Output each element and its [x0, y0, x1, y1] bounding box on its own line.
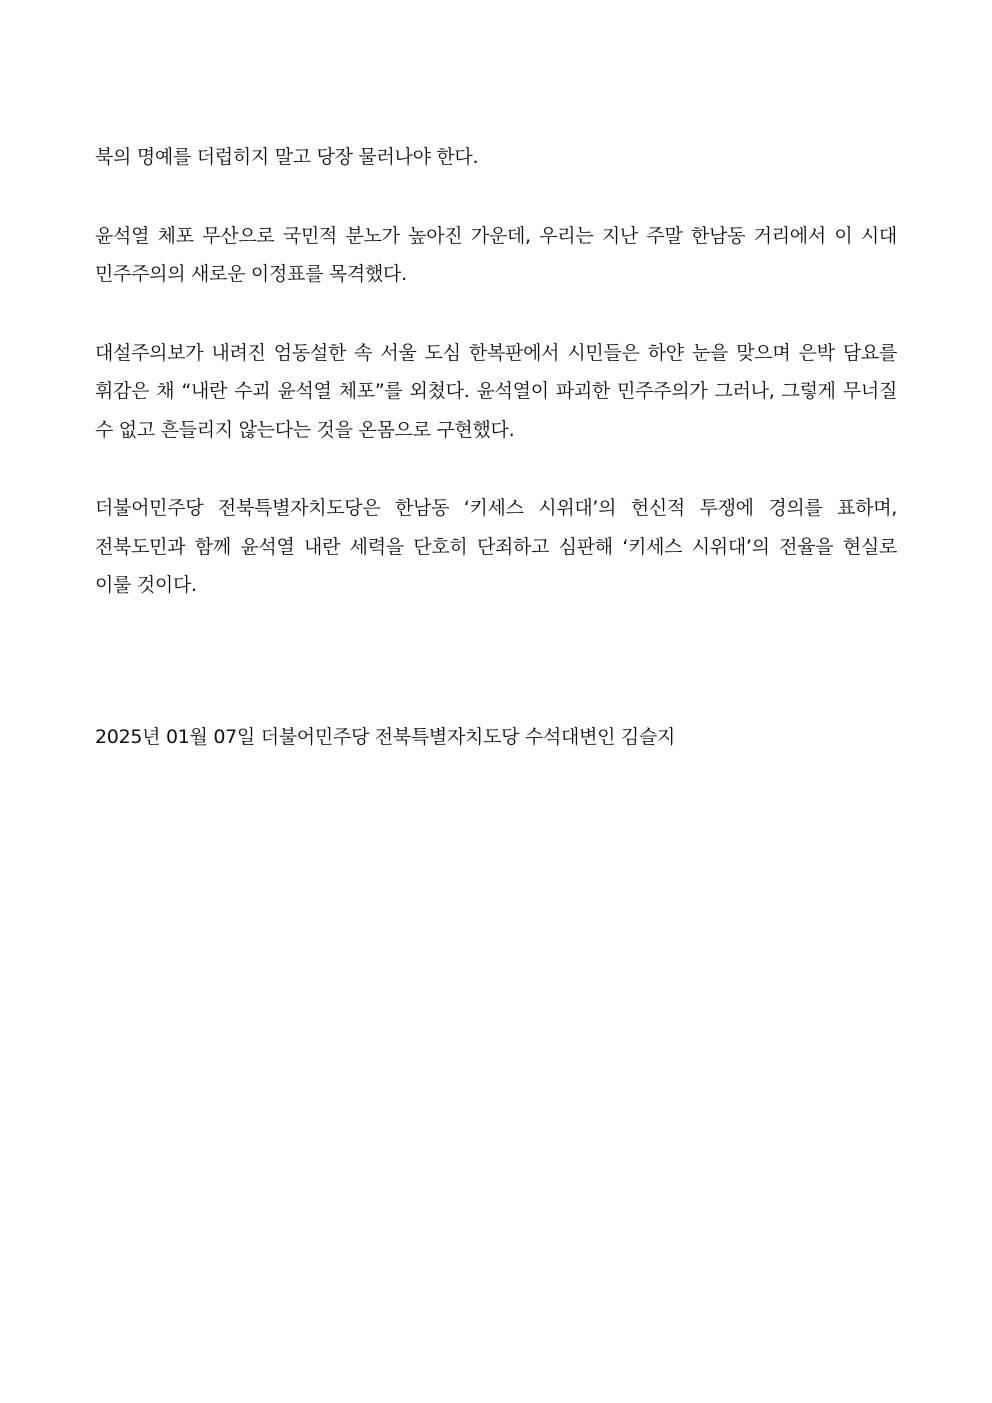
paragraph-2: 윤석열 체포 무산으로 국민적 분노가 높아진 가운데, 우리는 지난 주말 한남동 거리에서 이 시대 민주주의의 새로운 이정표를 목격했다.	[95, 224, 897, 285]
paragraph-4: 더불어민주당 전북특별자치도당은 한남동 ‘키세스 시위대’의 헌신적 투쟁에 경의를 표하며, 전북도민과 함께 윤석열 내란 세력을 단호히 단죄하고 심판해 ‘키세스 시위대’의 전율을 현실로 이룰 것이다.	[95, 497, 897, 596]
statement-body	[95, 138, 897, 605]
signature-line: 2025년 01월 07일 더불어민주당 전북특별자치도당 수석대변인 김슬지	[95, 726, 676, 748]
paragraph-3: 대설주의보가 내려진 엄동설한 속 서울 도심 한복판에서 시민들은 하얀 눈을 맞으며 은박 담요를 휘감은 채 “내란 수괴 윤석열 체포”를 외쳤다. 윤석열이 파괴한 민주주의가 그러나, 그렇게 무너질 수 없고 흔들리지 않는다는 것을 온몸으로 구현했다.	[95, 341, 897, 441]
paragraph-1: 북의 명예를 더럽히지 말고 당장 물러나야 한다.	[95, 146, 479, 168]
